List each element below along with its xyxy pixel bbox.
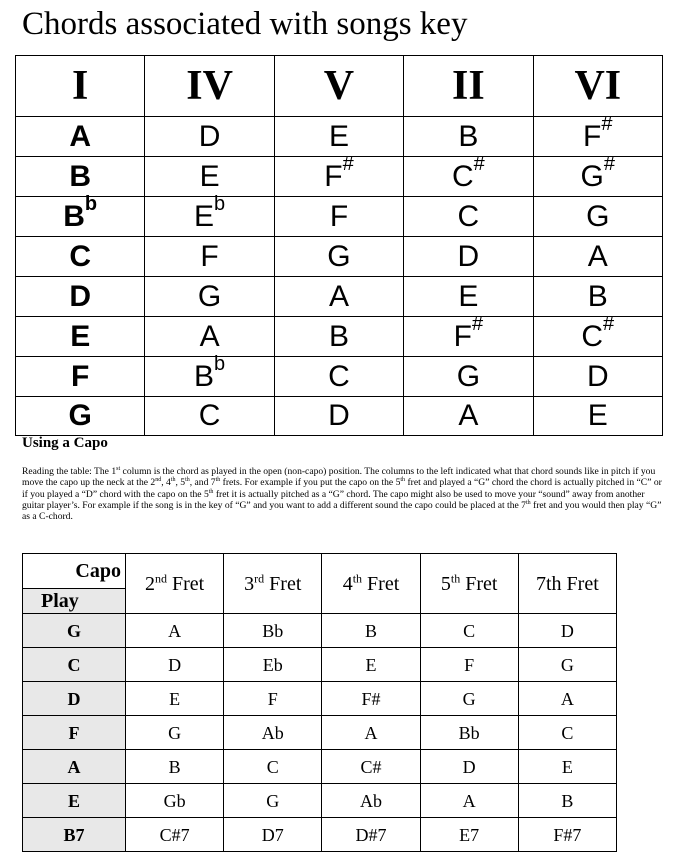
key-cell	[16, 277, 145, 317]
chord-letter: E	[328, 119, 349, 153]
chord-cell	[274, 237, 403, 277]
chord-letter: B	[69, 159, 92, 193]
chord-name	[458, 238, 480, 276]
chord-name	[580, 152, 616, 196]
chord-cell	[533, 397, 662, 436]
chord-name	[458, 118, 478, 156]
chord-letter: B	[194, 359, 215, 393]
fret-word: Fret	[166, 572, 205, 595]
chord-name	[330, 198, 348, 236]
chord-cell	[404, 237, 533, 277]
chord-cell	[145, 157, 274, 197]
ordinal-suffix: th	[525, 499, 531, 506]
chord-cell	[404, 397, 533, 436]
capo-row	[23, 750, 617, 784]
play-chord-cell: A	[23, 750, 126, 784]
capo-row	[23, 648, 617, 682]
chord-letter: G	[197, 279, 222, 313]
chord-cell	[404, 117, 533, 157]
chord-row	[16, 357, 663, 397]
fret-suffix: th	[352, 570, 363, 585]
chord-cell	[533, 112, 662, 157]
chord-name	[199, 118, 221, 156]
chords-header-row	[16, 56, 663, 117]
chord-name	[451, 152, 485, 196]
fret-header	[322, 554, 420, 614]
capo-row	[23, 614, 617, 648]
chord-letter: D	[328, 399, 350, 432]
chords-body	[16, 112, 663, 436]
chord-cell	[145, 117, 274, 157]
chord-name	[583, 112, 613, 156]
chord-letter: F	[200, 239, 219, 273]
capo-chord-cell: F	[420, 648, 518, 682]
capo-chord-cell: B	[518, 784, 616, 818]
chord-letter: E	[458, 279, 479, 313]
fret-word: Fret	[460, 572, 498, 595]
paragraph-text: , and 7	[189, 477, 216, 489]
accidental: #	[601, 112, 613, 135]
play-chord-cell: E	[23, 784, 126, 818]
fret-number: 5	[440, 572, 451, 595]
chord-row	[16, 157, 663, 197]
chord-letter: C	[328, 359, 350, 393]
key-cell	[16, 117, 145, 157]
key-cell	[16, 317, 145, 357]
play-label: Play	[23, 589, 126, 614]
chord-cell	[533, 277, 662, 317]
capo-chord-cell: A	[126, 614, 224, 648]
chord-name	[71, 358, 89, 396]
chord-name	[329, 118, 349, 156]
chord-row	[16, 277, 663, 317]
capo-chord-cell: G	[420, 682, 518, 716]
chord-name	[581, 312, 615, 356]
accidental: #	[603, 152, 616, 175]
capo-chord-cell: Ab	[224, 716, 322, 750]
ordinal-suffix: th	[185, 477, 190, 484]
chord-cell	[274, 197, 403, 237]
chord-letter: F	[453, 319, 472, 353]
capo-chord-cell: D#7	[322, 818, 420, 852]
chord-row	[16, 397, 663, 436]
capo-chord-cell: D	[518, 614, 616, 648]
play-chord-cell: D	[23, 682, 126, 716]
capo-row	[23, 716, 617, 750]
chord-letter: B	[587, 279, 608, 313]
accidental: #	[473, 152, 485, 175]
chord-row	[16, 117, 663, 157]
capo-chord-cell: Bb	[224, 614, 322, 648]
chord-name	[329, 278, 349, 316]
ordinal-suffix: th	[400, 477, 406, 484]
chord-letter: G	[456, 359, 481, 393]
capo-chord-cell: F#	[322, 682, 420, 716]
chord-letter: E	[587, 399, 608, 432]
chord-name	[324, 152, 354, 196]
capo-chord-cell: Ab	[322, 784, 420, 818]
capo-chord-cell: E	[518, 750, 616, 784]
accidental: b	[84, 192, 98, 215]
chord-letter: B	[458, 119, 479, 153]
chord-cell	[145, 352, 274, 397]
chord-name	[198, 278, 221, 316]
chord-cell	[145, 192, 274, 237]
chord-name	[586, 198, 609, 236]
fret-header	[126, 554, 224, 614]
fret-number: 3	[244, 572, 255, 595]
chord-name	[328, 397, 350, 435]
capo-chord-cell: C	[420, 614, 518, 648]
chord-cell	[404, 197, 533, 237]
paragraph-text: , 5	[175, 477, 186, 489]
chord-name	[200, 238, 218, 276]
chord-name	[327, 238, 350, 276]
chord-name	[69, 118, 91, 156]
degree-header-V: V	[274, 56, 403, 117]
fret-header	[420, 554, 518, 614]
chord-name	[458, 278, 478, 316]
chord-letter: D	[198, 119, 221, 153]
play-chord-cell: G	[23, 614, 126, 648]
key-cell	[16, 397, 145, 436]
chord-name	[200, 158, 220, 196]
chord-letter: D	[69, 279, 92, 313]
fret-number: 7th Fret	[535, 572, 599, 595]
chord-name	[199, 397, 221, 435]
key-cell	[16, 192, 145, 237]
chord-letter: A	[69, 119, 92, 153]
chord-cell	[404, 312, 533, 357]
chord-letter: E	[194, 199, 215, 233]
chord-name	[588, 278, 608, 316]
accidental: #	[342, 152, 354, 175]
capo-chord-cell: Eb	[224, 648, 322, 682]
chord-cell	[274, 397, 403, 436]
ordinal-suffix: st	[116, 465, 121, 472]
degree-header-VI: VI	[533, 56, 662, 117]
chord-name	[200, 318, 220, 356]
chord-cell	[145, 397, 274, 436]
chord-cell	[533, 312, 662, 357]
chord-name	[328, 358, 350, 396]
chord-letter: C	[457, 199, 480, 233]
chord-name	[194, 352, 226, 396]
chord-cell	[145, 277, 274, 317]
chord-name	[458, 397, 478, 435]
accidental: #	[471, 312, 484, 335]
chord-letter: A	[458, 399, 479, 432]
degree-header-II: II	[404, 56, 533, 117]
paragraph-text: fret it is actually pitched as a “G” chord. The capo might also be used to move your “sound” away from another guitar player’s. For example if the song is in the key of “G” and you want to add a different sound the capo could be placed at the 7	[22, 488, 645, 511]
chord-letter: F	[583, 119, 602, 153]
capo-table-body	[23, 554, 617, 852]
chord-letter: B	[63, 199, 85, 233]
chord-letter: A	[328, 279, 349, 313]
paragraph-text: column is the chord as played in the open (non-capo) position. The columns to the left indicated what that chord sounds like in pitch if you move the capo up the neck at the 2	[22, 466, 656, 489]
capo-chord-cell: G	[224, 784, 322, 818]
capo-chord-cell: A	[518, 682, 616, 716]
capo-chord-cell: E	[126, 682, 224, 716]
chord-cell	[404, 357, 533, 397]
chord-row	[16, 237, 663, 277]
chord-name	[457, 358, 480, 396]
paragraph-text: , 4	[161, 477, 171, 489]
capo-chord-cell: E	[322, 648, 420, 682]
chord-row	[16, 317, 663, 357]
fret-word: Fret	[264, 572, 302, 595]
fret-number: 2	[144, 572, 155, 595]
chord-letter: C	[451, 159, 474, 193]
chord-letter: C	[198, 399, 221, 432]
chord-letter: G	[580, 159, 604, 193]
capo-chord-cell: A	[420, 784, 518, 818]
accidental: b	[214, 192, 226, 215]
chord-cell	[274, 152, 403, 197]
capo-chord-cell: F	[224, 682, 322, 716]
chord-name	[69, 397, 92, 435]
capo-chord-cell: B	[322, 614, 420, 648]
chord-name	[587, 358, 609, 396]
chord-letter: B	[328, 319, 349, 353]
accidental: b	[214, 352, 226, 375]
fret-suffix: rd	[254, 570, 265, 585]
ordinal-suffix: nd	[155, 477, 162, 484]
chord-letter: D	[457, 239, 480, 273]
chord-cell	[404, 152, 533, 197]
capo-label: Capo	[23, 554, 126, 589]
degree-header-IV: IV	[145, 56, 274, 117]
chord-cell	[274, 277, 403, 317]
fret-number: 4	[342, 572, 353, 595]
capo-chord-cell: E7	[420, 818, 518, 852]
chord-cell	[145, 237, 274, 277]
capo-chord-cell: D	[420, 750, 518, 784]
accidental: #	[603, 312, 615, 335]
capo-explanation-paragraph	[22, 466, 664, 522]
chord-cell	[533, 152, 662, 197]
capo-chord-cell: F#7	[518, 818, 616, 852]
capo-chord-cell: C	[518, 716, 616, 750]
chord-cell	[274, 357, 403, 397]
fret-word: Fret	[362, 572, 400, 595]
key-cell	[16, 357, 145, 397]
play-chord-cell: B7	[23, 818, 126, 852]
chord-name	[588, 238, 608, 276]
fret-suffix: nd	[154, 570, 167, 585]
paragraph-text: frets. For example if you put the capo on the 5	[220, 477, 401, 489]
chord-name	[69, 238, 91, 276]
chord-cell	[404, 277, 533, 317]
chord-cell	[533, 237, 662, 277]
capo-chord-cell: C#7	[126, 818, 224, 852]
degree-header-I: I	[16, 56, 145, 117]
chord-row	[16, 197, 663, 237]
capo-chord-cell: C	[224, 750, 322, 784]
chord-name	[70, 318, 90, 356]
capo-heading: Using a Capo	[22, 435, 108, 451]
ordinal-suffix: th	[215, 477, 221, 484]
paragraph-text: fret and played a “G” chord the chord is actually pitched in “C” or if you played a “D” chord with the capo on the 5	[22, 477, 662, 500]
chord-letter: C	[69, 239, 92, 273]
chord-letter: A	[199, 319, 220, 353]
chord-letter: D	[586, 359, 609, 393]
chord-name	[69, 158, 91, 196]
capo-row	[23, 682, 617, 716]
chord-letter: E	[199, 159, 220, 193]
chord-letter: E	[70, 319, 91, 353]
ordinal-suffix: th	[208, 488, 214, 495]
chord-name	[194, 192, 226, 236]
chord-letter: C	[581, 319, 604, 353]
chord-letter: G	[586, 199, 610, 233]
capo-chord-cell: A	[322, 716, 420, 750]
chord-name	[588, 397, 608, 435]
capo-row	[23, 784, 617, 818]
key-cell	[16, 157, 145, 197]
capo-chord-cell: G	[518, 648, 616, 682]
page-title: Chords associated with songs key	[22, 6, 468, 42]
chord-name	[329, 318, 349, 356]
ordinal-suffix: th	[170, 477, 176, 484]
chord-cell	[145, 317, 274, 357]
capo-chord-cell: D7	[224, 818, 322, 852]
chord-letter: F	[324, 159, 343, 193]
paragraph-text: fret and you would then play “G” as a C-chord.	[22, 499, 662, 523]
chord-letter: A	[587, 239, 608, 273]
fret-header	[518, 554, 616, 614]
capo-chord-cell: G	[126, 716, 224, 750]
play-chord-cell: C	[23, 648, 126, 682]
play-chord-cell: F	[23, 716, 126, 750]
capo-chord-cell: B	[126, 750, 224, 784]
capo-chord-cell: Gb	[126, 784, 224, 818]
chord-letter: G	[68, 399, 92, 432]
chord-letter: G	[327, 239, 351, 273]
capo-row	[23, 818, 617, 852]
chord-name	[453, 312, 484, 356]
chord-name	[458, 198, 480, 236]
fret-header	[224, 554, 322, 614]
chord-cell	[274, 117, 403, 157]
capo-table	[22, 553, 617, 852]
paragraph-text: Reading the table: The 1	[22, 466, 117, 477]
capo-chord-cell: D	[126, 648, 224, 682]
fret-suffix: th	[450, 570, 461, 585]
chord-letter: F	[71, 359, 90, 393]
chords-table	[15, 55, 663, 436]
chord-name	[63, 192, 98, 236]
capo-chord-cell: Bb	[420, 716, 518, 750]
key-cell	[16, 237, 145, 277]
capo-chord-cell: C#	[322, 750, 420, 784]
chord-cell	[533, 197, 662, 237]
chord-letter: F	[329, 199, 349, 233]
chord-name	[69, 278, 91, 316]
chord-cell	[274, 317, 403, 357]
capo-header-row	[23, 554, 617, 589]
chord-cell	[533, 357, 662, 397]
